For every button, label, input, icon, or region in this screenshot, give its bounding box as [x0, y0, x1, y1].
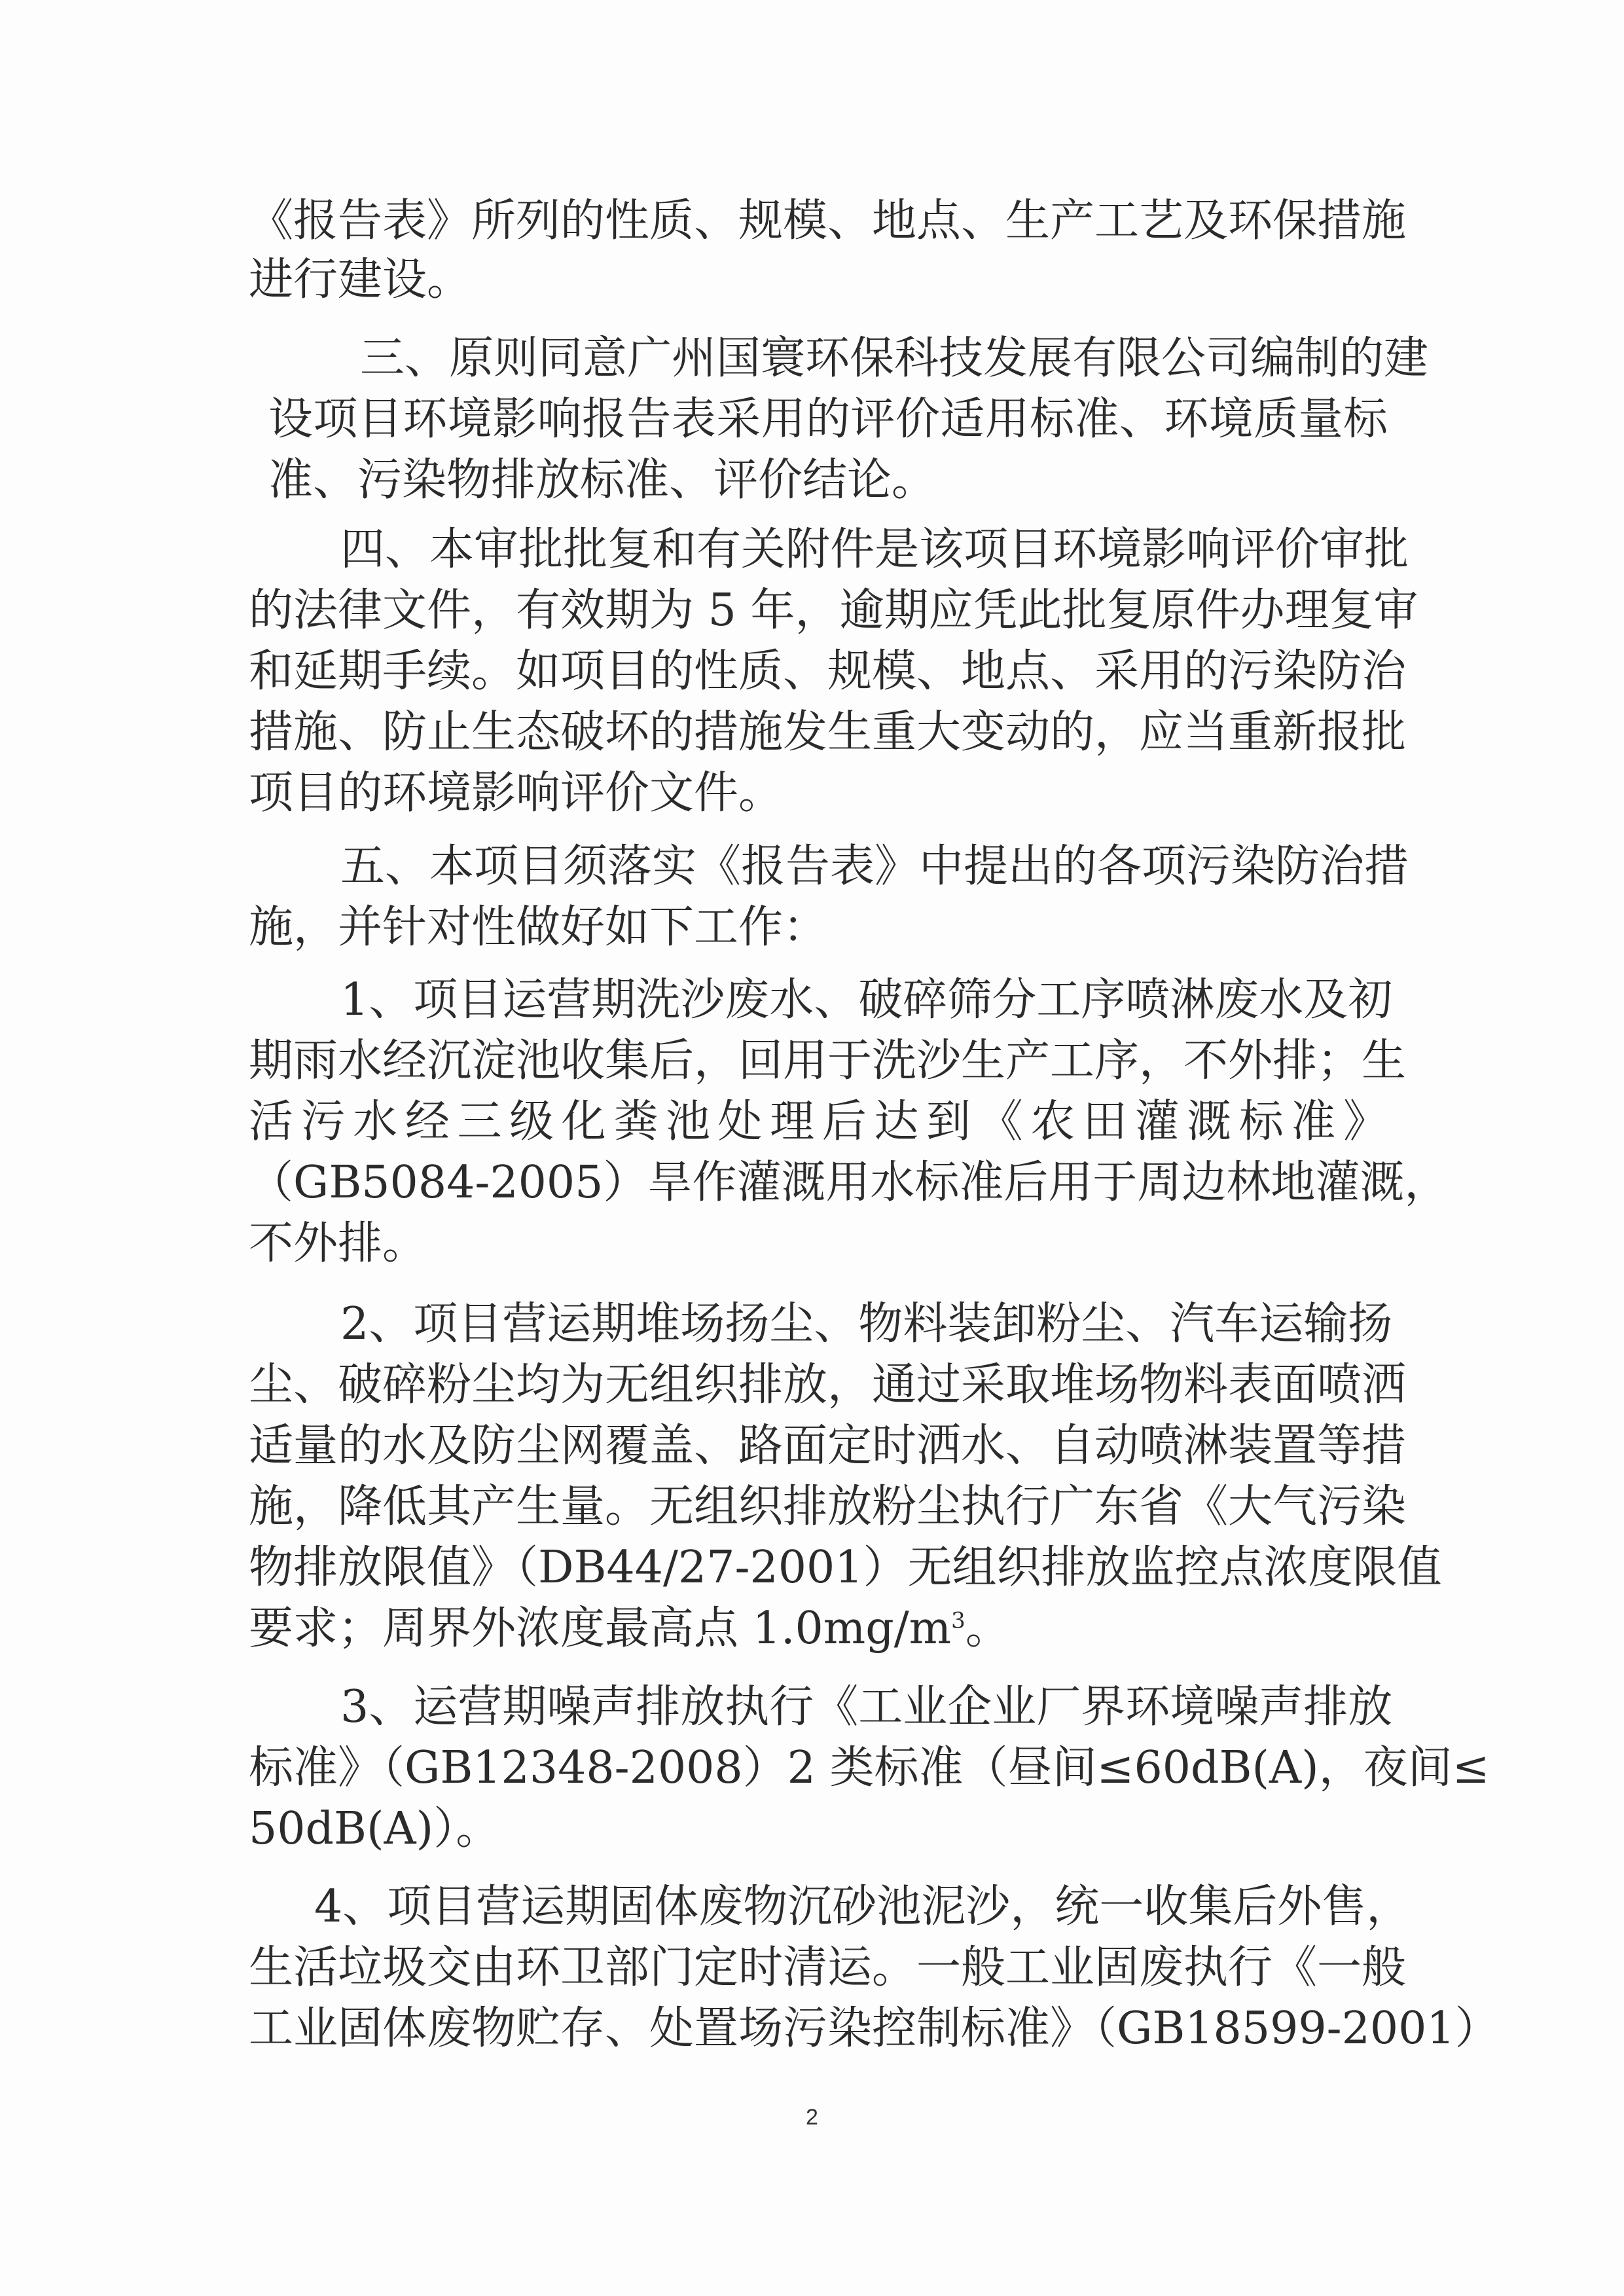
text-line: 50dB(A)）。 — [249, 1803, 501, 1855]
text-line: 活污水经三级化粪池处理后达到《农田灌溉标准》 — [249, 1096, 1388, 1148]
text-segment: 要求；周界外浓度最高点 1.0mg/m — [249, 1603, 952, 1654]
superscript: 3 — [951, 1607, 965, 1634]
text-segment: 。 — [965, 1603, 1010, 1654]
text-line: 生活垃圾交由环卫部门定时清运。一般工业固废执行《一般 — [249, 1942, 1407, 1994]
text-line: 物排放限值》（DB44/27-2001）无组织排放监控点浓度限值 — [249, 1542, 1442, 1594]
text-line: 3、运营期噪声排放执行《工业企业厂界环境噪声排放 — [340, 1681, 1393, 1733]
text-line — [249, 1597, 1388, 1660]
text-line: 尘、破碎粉尘均为无组织排放，通过采取堆场物料表面喷洒 — [249, 1359, 1407, 1411]
text-line: 和延期手续。如项目的性质、规模、地点、采用的污染防治 — [249, 646, 1407, 697]
text-line: 《报告表》所列的性质、规模、地点、生产工艺及环保措施 — [249, 195, 1407, 247]
text-line: 1、项目运营期洗沙废水、破碎筛分工序喷淋废水及初 — [340, 974, 1393, 1026]
text-line: （GB5084-2005）旱作灌溉用水标准后用于周边林地灌溉， — [249, 1157, 1449, 1209]
text-line: 设项目环境影响报告表采用的评价适用标准、环境质量标 — [268, 393, 1388, 445]
text-line: 标准》（GB12348-2008）2 类标准（昼间≤60dB(A)，夜间≤ — [249, 1742, 1490, 1794]
text-line: 期雨水经沉淀池收集后，回用于洗沙生产工序，不外排；生 — [249, 1035, 1407, 1087]
text-line: 进行建设。 — [249, 254, 472, 306]
text-line: 施，降低其产生量。无组织排放粉尘执行广东省《大气污染 — [249, 1481, 1407, 1533]
text-line: 4、项目营运期固体废物沉砂池泥沙，统一收集后外售， — [314, 1881, 1411, 1933]
text-line: 准、污染物排放标准、评价结论。 — [268, 454, 937, 506]
text-line: 适量的水及防尘网覆盖、路面定时洒水、自动喷淋装置等措 — [249, 1420, 1407, 1472]
text-line: 2、项目营运期堆场扬尘、物料装卸粉尘、汽车运输扬 — [340, 1298, 1393, 1350]
text-line: 不外排。 — [249, 1218, 427, 1269]
text-line: 三、原则同意广州国寰环保科技发展有限公司编制的建 — [360, 333, 1429, 384]
text-line: 措施、防止生态破坏的措施发生重大变动的，应当重新报批 — [249, 706, 1407, 758]
page-number: 2 — [806, 2105, 818, 2130]
text-line: 施，并针对性做好如下工作： — [249, 902, 828, 953]
text-line: 五、本项目须落实《报告表》中提出的各项污染防治措 — [340, 841, 1409, 892]
text-line: 项目的环境影响评价文件。 — [249, 767, 784, 819]
text-line: 工业固体废物贮存、处置场污染控制标准》（GB18599-2001） — [249, 2003, 1500, 2054]
text-line: 四、本审批批复和有关附件是该项目环境影响评价审批 — [340, 524, 1409, 575]
text-line: 的法律文件，有效期为 5 年，逾期应凭此批复原件办理复审 — [249, 585, 1418, 636]
